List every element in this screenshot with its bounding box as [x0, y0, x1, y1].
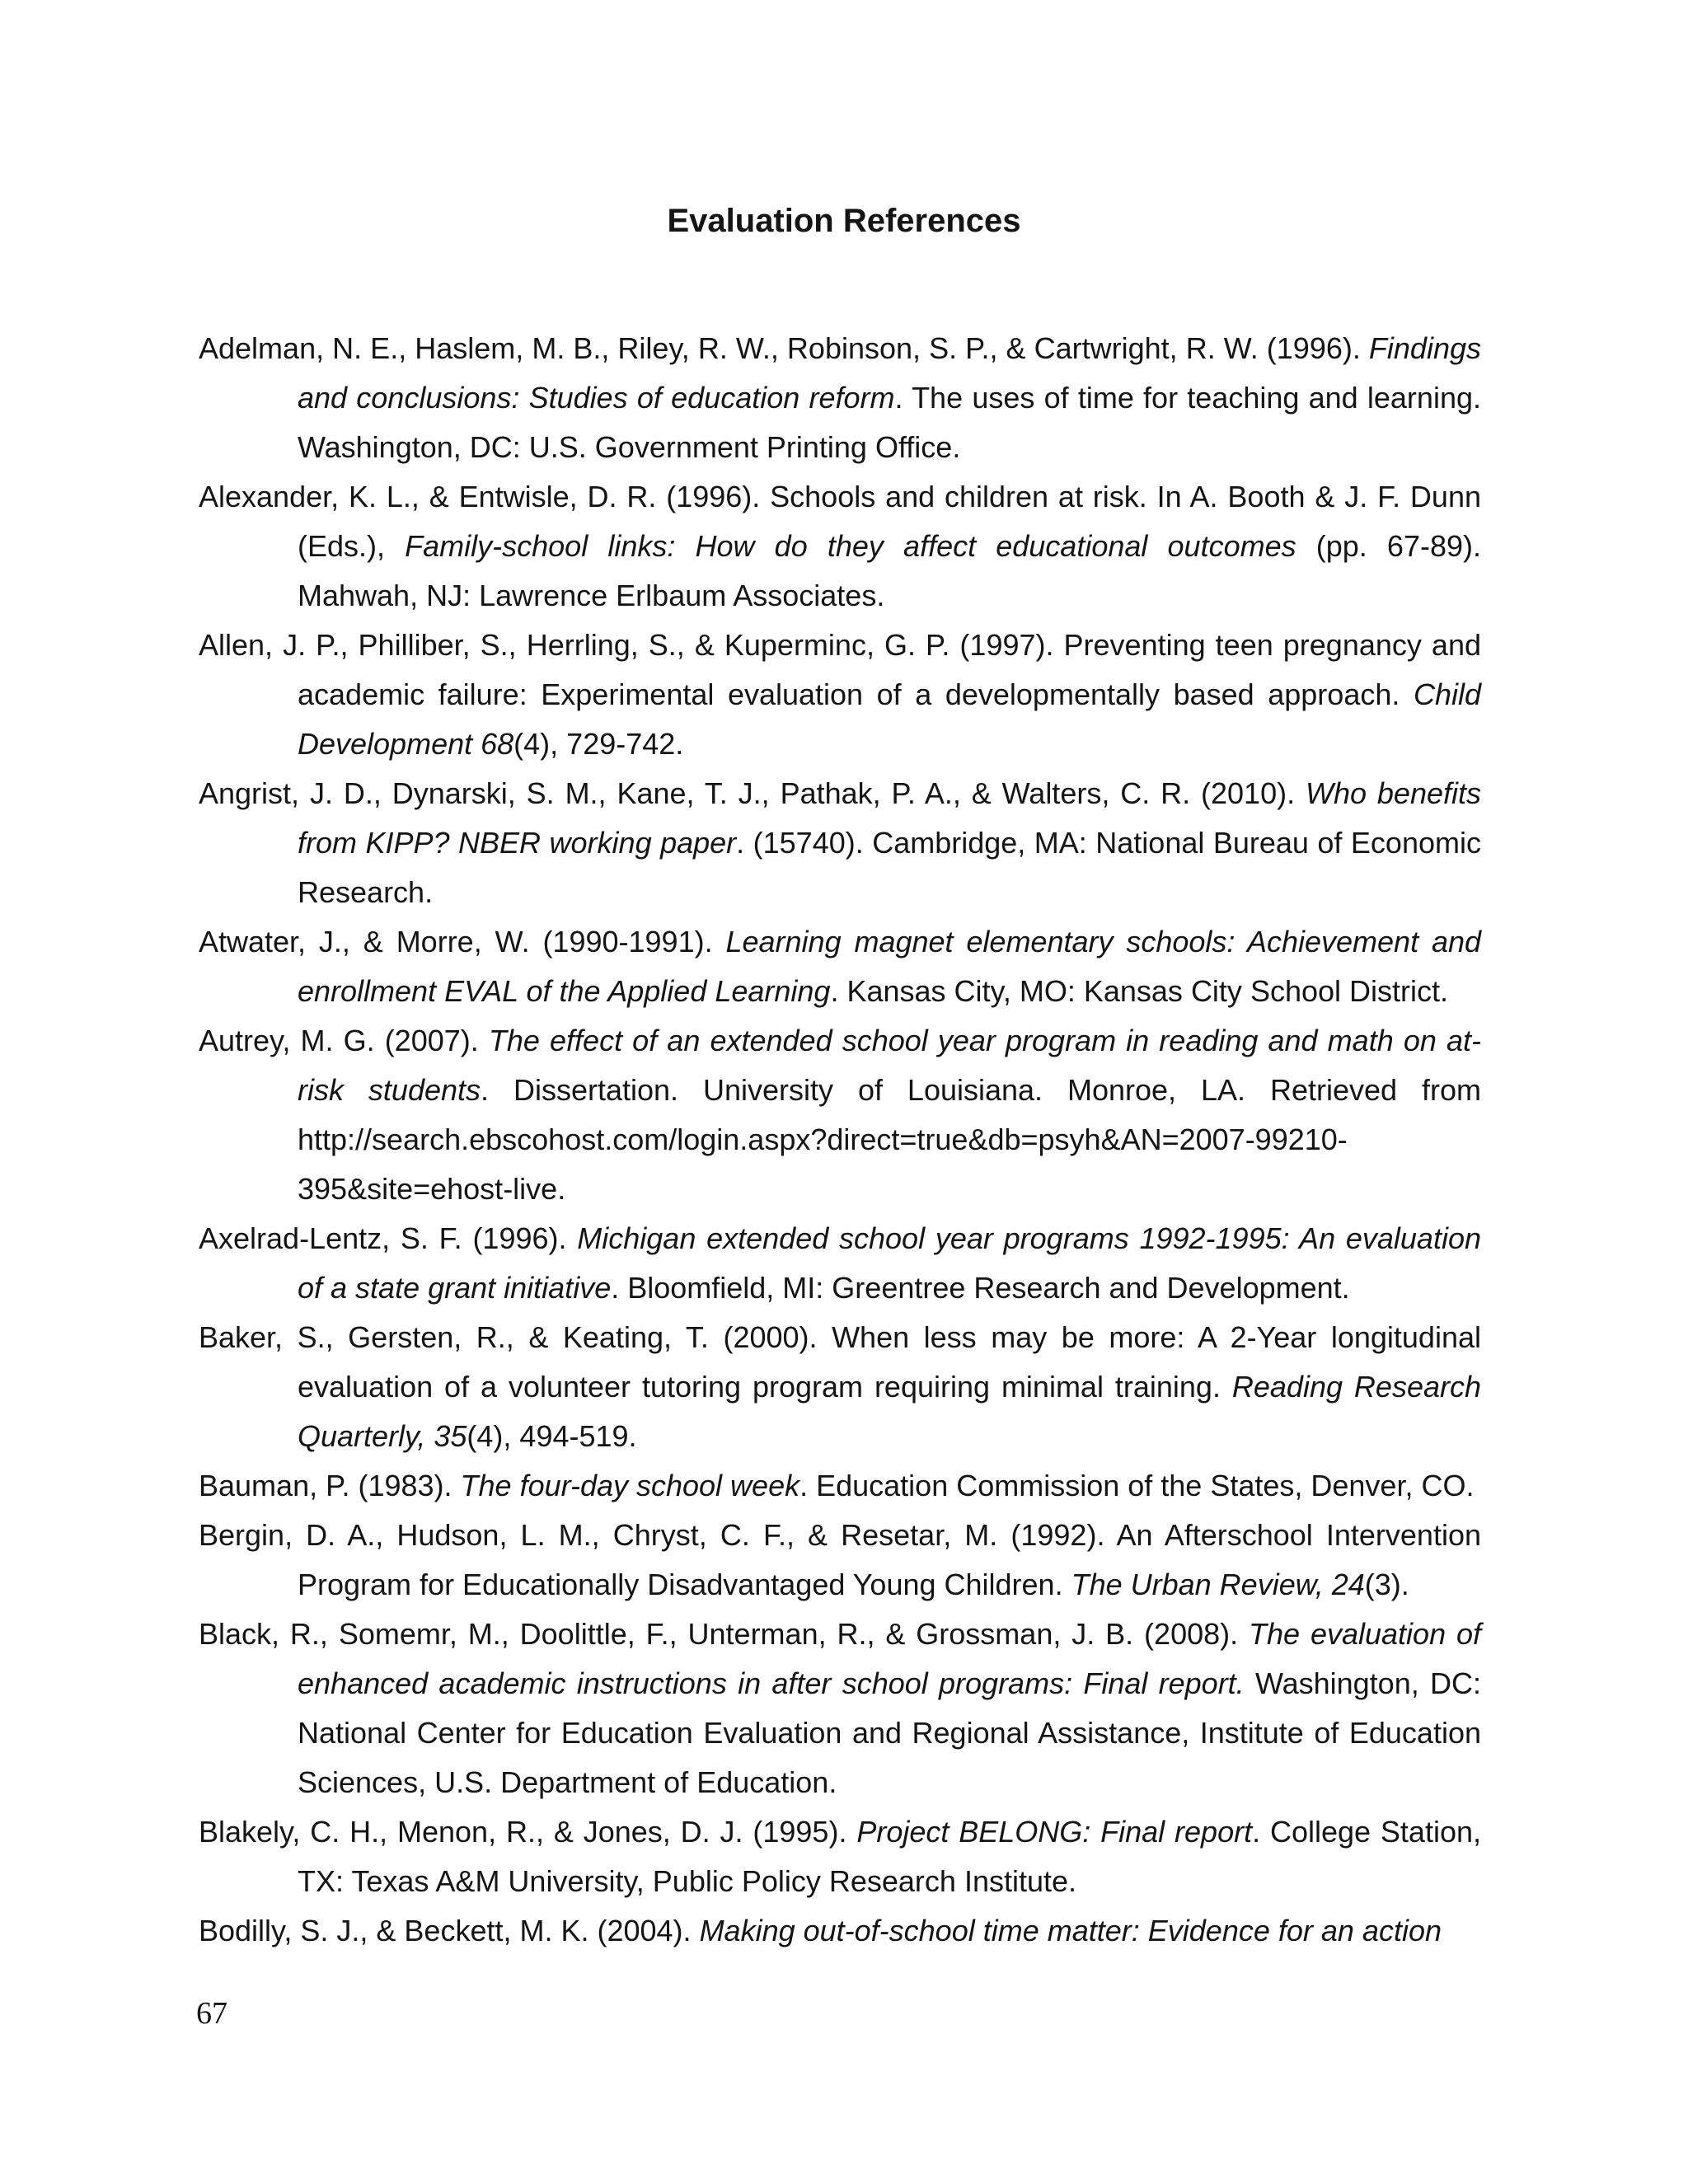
reference-list [199, 324, 1481, 1956]
reference-text: Baker, S., Gersten, R., & Keating, T. (2000). When less may be more: A 2-Year longitudinal evaluation of a volunteer tutoring program requiring minimal training. [199, 1320, 1481, 1404]
reference-text: Autrey, M. G. (2007). [199, 1024, 489, 1057]
reference-title: Who benefits from KIPP? NBER working paper [298, 776, 1481, 860]
reference-text: . College Station, TX: Texas A&M University, Public Policy Research Institute. [298, 1815, 1481, 1898]
reference-text: Black, R., Somemr, M., Doolittle, F., Unterman, R., & Grossman, J. B. (2008). [199, 1617, 1250, 1651]
reference-title: The four-day school week [460, 1469, 800, 1502]
reference-text: . The uses of time for teaching and learning. Washington, DC: U.S. Government Printing Office. [298, 381, 1481, 464]
reference-entry [199, 1016, 1481, 1214]
reference-text: (4), 494-519. [467, 1419, 637, 1453]
reference-text: Alexander, K. L., & Entwisle, D. R. (1996). Schools and children at risk. In A. Booth & J. F. Dunn (Eds.), [199, 480, 1481, 563]
reference-title: Reading Research Quarterly, 35 [298, 1370, 1481, 1453]
reference-text: Adelman, N. E., Haslem, M. B., Riley, R. W., Robinson, S. P., & Cartwright, R. W. (1996). [199, 331, 1369, 365]
reference-entry [199, 472, 1481, 621]
reference-title: Michigan extended school year programs 1992-1995: An evaluation of a state grant initiative [298, 1221, 1481, 1305]
reference-entry [199, 1461, 1481, 1511]
page-number: 67 [196, 1996, 227, 2031]
reference-text: . Bloomfield, MI: Greentree Research and Development. [611, 1271, 1350, 1305]
reference-entry [199, 917, 1481, 1016]
reference-entry [199, 1906, 1481, 1956]
reference-entry [199, 1313, 1481, 1461]
reference-text: Axelrad-Lentz, S. F. (1996). [199, 1221, 578, 1255]
reference-entry [199, 621, 1481, 769]
reference-text: . Dissertation. University of Louisiana. Monroe, LA. Retrieved from http://search.ebscohost.com/login.aspx?direct=true&db=psyh&AN=2007-99210-395&site=ehost-live. [298, 1073, 1482, 1206]
reference-text: Bodilly, S. J., & Beckett, M. K. (2004). [199, 1914, 700, 1947]
reference-entry [199, 1807, 1481, 1906]
reference-entry [199, 324, 1481, 472]
reference-text: (3). [1364, 1568, 1409, 1601]
reference-title: The Urban Review, 24 [1071, 1568, 1365, 1601]
reference-text: . Kansas City, MO: Kansas City School District. [830, 974, 1449, 1008]
reference-text: Atwater, J., & Morre, W. (1990-1991). [199, 925, 726, 958]
reference-title: Project BELONG: Final report [856, 1815, 1253, 1849]
reference-entry [199, 1214, 1481, 1313]
reference-text: Allen, J. P., Philliber, S., Herrling, S., & Kuperminc, G. P. (1997). Preventing teen pregnancy and academic failure: Experimental evaluation of a developmentally based approach. [199, 628, 1481, 711]
reference-title: Family-school links: How do they affect educational outcomes [405, 529, 1296, 563]
reference-title: Findings and conclusions: Studies of education reform [298, 331, 1481, 415]
reference-title: Learning magnet elementary schools: Achievement and enrollment EVAL of the Applied Learning [298, 925, 1482, 1008]
page-title: Evaluation References [667, 203, 1021, 239]
reference-entry [199, 1610, 1481, 1807]
reference-entry [199, 769, 1481, 917]
reference-text: Washington, DC: National Center for Education Evaluation and Regional Assistance, Institute of Education Sciences, U.S. Department of Education. [298, 1666, 1481, 1799]
reference-text: (4), 729-742. [513, 727, 684, 761]
reference-title: The effect of an extended school year program in reading and math on at-risk students [298, 1024, 1481, 1107]
reference-text: . (15740). Cambridge, MA: National Bureau of Economic Research. [298, 826, 1481, 909]
reference-title: The evaluation of enhanced academic instructions in after school programs: Final report. [298, 1617, 1482, 1700]
reference-title: Child Development 68 [298, 677, 1481, 761]
reference-text: Angrist, J. D., Dynarski, S. M., Kane, T. J., Pathak, P. A., & Walters, C. R. (2010). [199, 776, 1306, 810]
reference-text: (pp. 67-89). Mahwah, NJ: Lawrence Erlbaum Associates. [298, 529, 1481, 612]
reference-entry [199, 1511, 1481, 1610]
reference-text: Blakely, C. H., Menon, R., & Jones, D. J. (1995). [199, 1815, 857, 1849]
reference-title: Making out-of-school time matter: Evidence for an action [699, 1914, 1442, 1947]
reference-text: . Education Commission of the States, Denver, CO. [799, 1469, 1475, 1502]
reference-text: Bergin, D. A., Hudson, L. M., Chryst, C. F., & Resetar, M. (1992). An Afterschool Intervention Program for Educationally Disadvantaged Young Children. [199, 1518, 1481, 1601]
reference-text: Bauman, P. (1983). [199, 1469, 461, 1502]
